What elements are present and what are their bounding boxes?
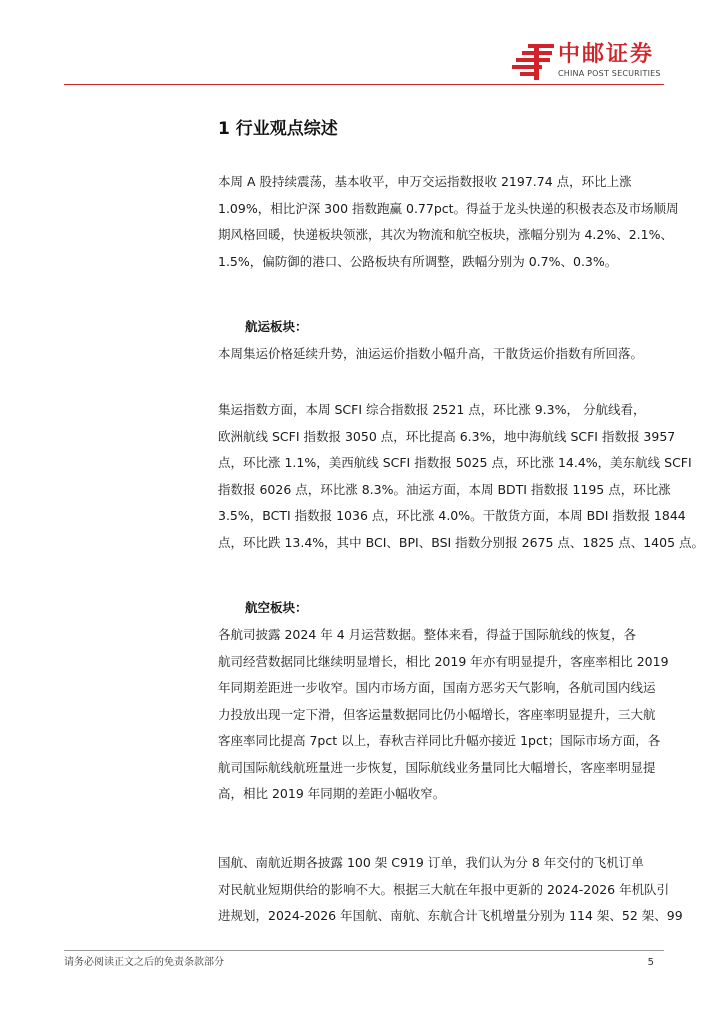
text-line: 力投放出现一定下滑，但客运量数据同比仍小幅增长，客座率明显提升，三大航	[218, 706, 656, 722]
text-line: 1.5%，偏防御的港口、公路板块有所调整，跌幅分别为 0.7%、0.3%。	[218, 253, 618, 269]
subheading-aviation: 航空板块：	[245, 600, 308, 615]
text-line: 指数报 6026 点，环比涨 8.3%。油运方面，本周 BDTI 指数报 1195 点，环比涨	[218, 481, 671, 497]
brand-name-en: CHINA POST SECURITIES	[558, 69, 661, 78]
header-divider	[64, 84, 664, 85]
text-line: 航司国际航线航班量进一步恢复，国际航线业务量同比大幅增长，客座率明显提	[218, 759, 656, 775]
section-title: 1 行业观点综述	[218, 119, 338, 139]
text-line: 进规划，2024-2026 年国航、南航、东航合计飞机增量分别为 114 架、52 架、99	[218, 908, 683, 923]
text-line: 客座率同比提高 7pct 以上，春秋吉祥同比升幅亦接近 1pct；国际市场方面，各	[218, 733, 661, 748]
paragraph-shipping-indices	[218, 397, 705, 556]
text-line: 集运指数方面，本周 SCFI 综合指数报 2521 点，环比涨 9.3%， 分航线看，	[218, 402, 646, 417]
text-line: 各航司披露 2024 年 4 月运营数据。整体来看，得益于国际航线的恢复，各	[218, 627, 637, 642]
paragraph-market-summary	[218, 169, 679, 275]
text-line: 高，相比 2019 年同期的差距小幅收窄。	[218, 786, 446, 801]
footer-divider	[64, 950, 664, 951]
subheading-shipping: 航运板块：	[245, 319, 308, 334]
text-line: 点，环比涨 1.1%，美西航线 SCFI 指数报 5025 点，环比涨 14.4%，美东航线 SCFI	[218, 455, 692, 470]
text-line: 本周 A 股持续震荡，基本收平，申万交运指数报收 2197.74 点，环比上涨	[218, 174, 632, 189]
brand-name-cn: 中邮证券	[558, 42, 655, 67]
text-line: 国航、南航近期各披露 100 架 C919 订单，我们认为分 8 年交付的飞机订单	[218, 855, 644, 870]
text-line: 年同期差距进一步收窄。国内市场方面，国南方恶劣天气影响，各航司国内线运	[218, 680, 656, 695]
text-line: 对民航业短期供给的影响不大。根据三大航在年报中更新的 2024-2026 年机队引	[218, 881, 670, 897]
page-number: 5	[647, 957, 654, 968]
text-line: 1.09%，相比沪深 300 指数跑赢 0.77pct。得益于龙头快递的积极表态及市场顺周	[218, 200, 679, 216]
text-line: 点，环比跌 13.4%，其中 BCI、BPI、BSI 指数分别报 2675 点、1825 点、1405 点。	[218, 534, 705, 550]
text-line: 3.5%，BCTI 指数报 1036 点，环比涨 4.0%。干散货方面，本周 BDI 指数报 1844	[218, 508, 686, 523]
paragraph-c919-orders	[218, 850, 683, 930]
text-line: 航司经营数据同比继续明显增长，相比 2019 年亦有明显提升，客座率相比 2019	[218, 653, 669, 669]
page-header	[0, 0, 724, 90]
text-line: 欧洲航线 SCFI 指数报 3050 点，环比提高 6.3%，地中海航线 SCFI 指数报 3957	[218, 428, 676, 444]
footer-disclaimer: 请务必阅读正文之后的免责条款部分	[64, 957, 224, 968]
text-line: 本周集运价格延续升势，油运运价指数小幅升高，干散货运价指数有所回落。	[218, 346, 644, 361]
paragraph-aviation-operations	[218, 622, 668, 808]
china-post-logo-icon	[512, 43, 556, 81]
paragraph-shipping-overview	[218, 341, 668, 368]
text-line: 期风格回暖，快递板块领涨，其次为物流和航空板块，涨幅分别为 4.2%、2.1%、	[218, 227, 673, 242]
